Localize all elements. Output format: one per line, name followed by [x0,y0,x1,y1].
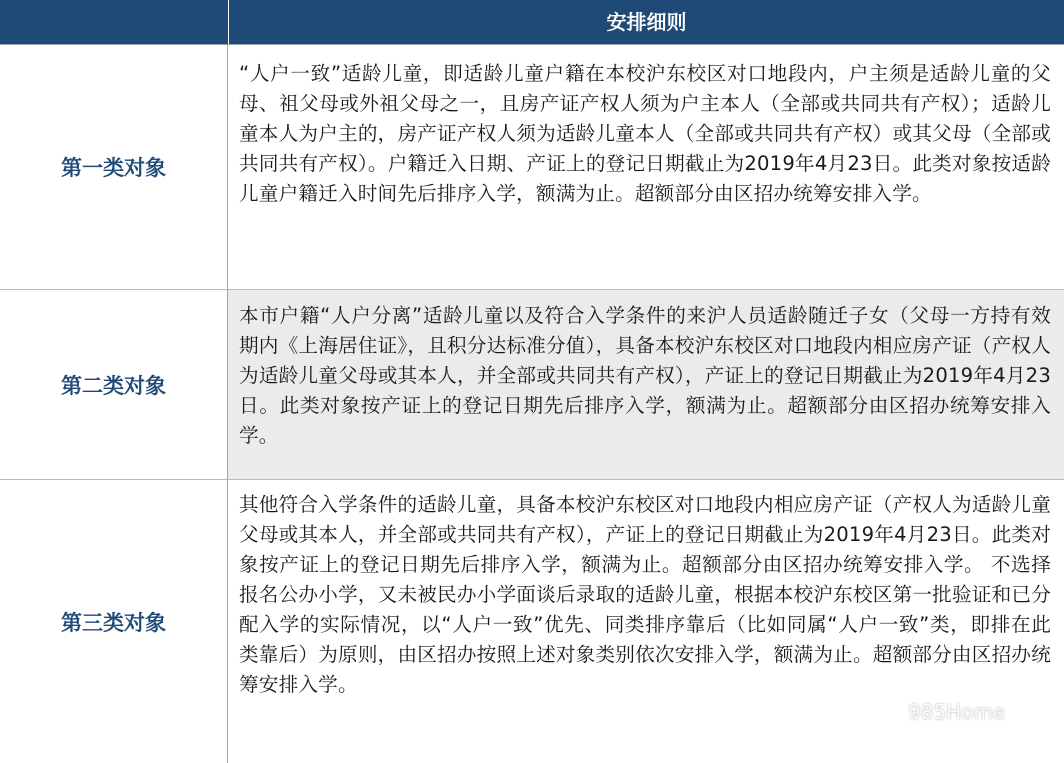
wechat-icon [878,701,904,723]
table-row [0,290,1064,480]
row-label: 第三类对象 [0,480,228,763]
watermark [878,700,1005,724]
row-label: 第二类对象 [0,290,228,479]
row-content: “人户一致”适龄儿童，即适龄儿童户籍在本校沪东校区对口地段内，户主须是适龄儿童的父母、祖父母或外祖父母之一，且房产证产权人须为户主本人（全部或共同共有产权）；适龄儿童本人为户主的，房产证产权人须为适龄儿童本人（全部或共同共有产权）或其父母（全部或共同共有产权）。户籍迁入日期、产证上的登记日期截止为2019年4月23日。此类对象按适龄儿童户籍迁入时间先后排序入学，额满为止。超额部分由区招办统筹安排入学。 [239,62,1051,205]
row-content: 本市户籍“人户分离”适龄儿童以及符合入学条件的来沪人员适龄随迁子女（父母一方持有效期内《上海居住证》，且积分达标准分值），具备本校沪东校区对口地段内相应房产证（产权人为适龄儿童父母或其本人，并全部或共同共有产权），产证上的登记日期截止为2019年4月23日。此类对象按产证上的登记日期先后排序入学，额满为止。超额部分由区招办统筹安排入学。 [239,304,1051,447]
header-empty-cell [0,0,229,44]
row-content: 其他符合入学条件的适龄儿童，具备本校沪东校区对口地段内相应房产证（产权人为适龄儿童父母或其本人，并全部或共同共有产权），产证上的登记日期截止为2019年4月23日。此类对象按产证上的登记日期先后排序入学，额满为止。超额部分由区招办统筹安排入学。 不选择报名公办小学，又未被民办小学面谈后录取的适龄儿童，根据本校沪东校区第一批验证和已分配入学的实际情况，以“人户一致”优先、同类排序靠后（比如同属“人户一致”类，即排在此类靠后）为原则，由区招办按照上述对象类别依次安排入学，额满为止。超额部分由区招办统筹安排入学。 [239,493,1051,696]
row-label: 第一类对象 [0,45,228,289]
header-title: 安排细则 [606,10,687,34]
watermark-text: 985Home [908,700,1006,724]
table-row [0,45,1064,290]
table-header [0,0,1064,45]
